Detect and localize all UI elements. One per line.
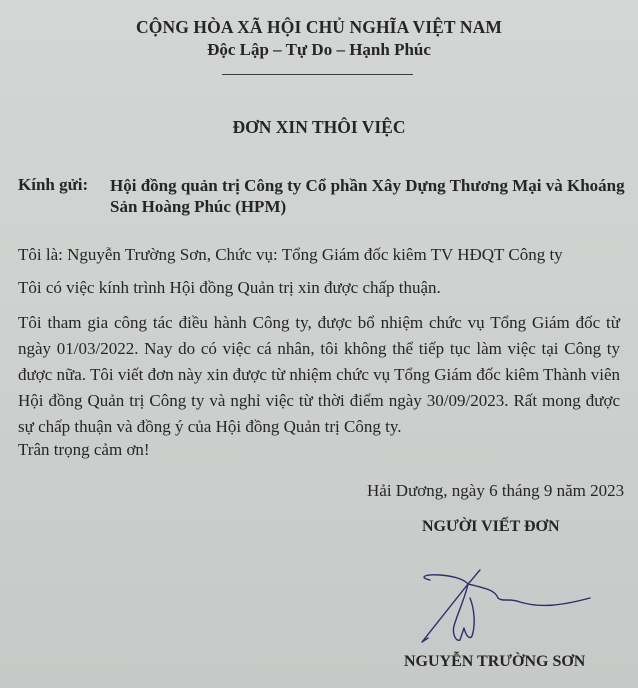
- recipient-label: Kính gửi:: [18, 175, 89, 194]
- intro-line: Tôi là: Nguyễn Trường Sơn, Chức vụ: Tổng Giám đốc kiêm TV HĐQT Công ty: [18, 245, 563, 264]
- document-title: ĐƠN XIN THÔI VIỆC: [232, 117, 406, 137]
- signer-label: NGƯỜI VIẾT ĐƠN: [422, 518, 560, 535]
- request-line: Tôi có việc kính trình Hội đồng Quản trị xin được chấp thuận.: [18, 278, 441, 297]
- motto: Độc Lập – Tự Do – Hạnh Phúc: [207, 40, 431, 59]
- main-paragraph: Tôi tham gia công tác điều hành Công ty, được bổ nhiệm chức vụ Tổng Giám đốc từ ngày 01/03/2022. Nay do có việc cá nhân, tôi không thể tiếp tục làm việc tại Công ty được nữa. Tôi viết đơn này xin được từ nhiệm chức vụ Tổng Giám đốc kiêm Thành viên Hội đồng Quản trị Công ty và nghỉ việc từ thời điểm ngày 30/09/2023. Rất mong được sự chấp thuận và đồng ý của Hội đồng Quản trị Công ty.: [18, 313, 620, 436]
- header-divider: [222, 74, 413, 75]
- signer-name: NGUYỄN TRƯỜNG SƠN: [404, 653, 586, 670]
- recipient-value: Hội đồng quản trị Công ty Cổ phần Xây Dựng Thương Mại và Khoáng Sản Hoàng Phúc (HPM): [110, 176, 625, 216]
- signature-icon: [410, 568, 610, 648]
- closing-line: Trân trọng cảm ơn!: [18, 440, 150, 459]
- nation-header: CỘNG HÒA XÃ HỘI CHỦ NGHĨA VIỆT NAM: [136, 17, 502, 37]
- place-date: Hải Dương, ngày 6 tháng 9 năm 2023: [367, 481, 625, 500]
